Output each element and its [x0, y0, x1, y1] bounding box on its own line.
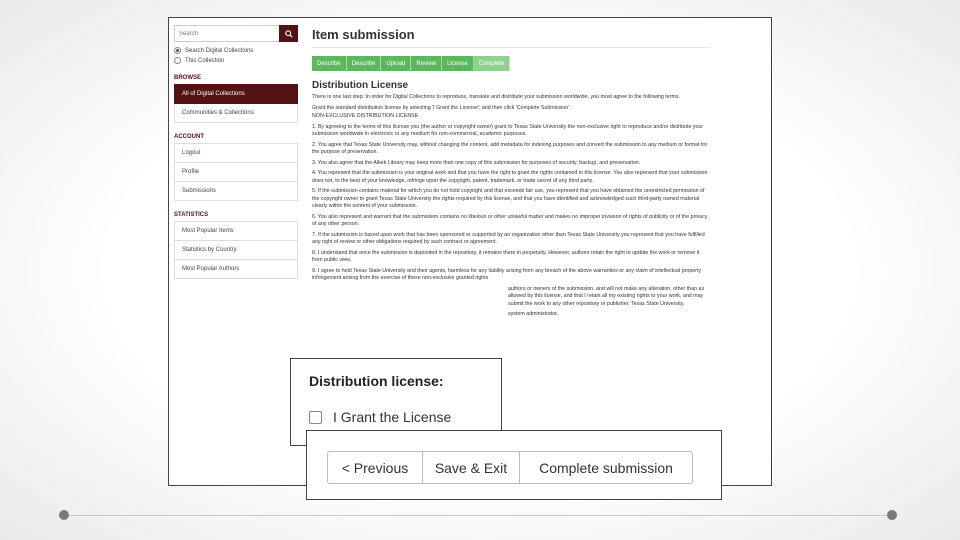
progress-steps — [312, 56, 710, 71]
license-clause-11: system administrator. — [508, 311, 559, 317]
step-review[interactable]: Review — [411, 56, 442, 71]
statistics-heading: STATISTICS — [174, 212, 209, 218]
scope-option-collection-label: This Collection — [185, 57, 225, 64]
slide-dot-left — [59, 510, 69, 520]
sidebar — [174, 25, 298, 279]
scope-option-all[interactable] — [174, 47, 298, 54]
grant-license-label: I Grant the License — [333, 409, 452, 425]
step-complete: Complete — [474, 56, 511, 71]
sidebar-item-popular-authors[interactable]: Most Popular Authors — [174, 260, 298, 279]
step-describe-2[interactable]: Describe — [347, 56, 382, 71]
license-clause-4: 4. You represent that the submission is your original work and that you have the right to grant the rights contained in this license. You also represent that your submission does not, to the best of your knowledge, infringe upon the copyright, patent, trademark, or trade secret of any third party. — [312, 170, 708, 184]
radio-selected-icon — [174, 47, 181, 54]
license-clause-1: 1. By agreeing to the terms of this license you (the author or copyright owner) grant to Texas State University the non-exclusive right to reproduce and/or distribute your submission worldwide in electronic or any medium for non-commercial, academic purposes. — [312, 123, 704, 137]
sidebar-item-all-collections[interactable]: All of Digital Collections — [174, 84, 298, 104]
license-instructions: Grant the standard distribution license by selecting 'I Grant the License'; and then click 'Complete Submission'. — [312, 104, 571, 111]
license-clause-7: 7. If the submission is based upon work that has been sponsored or supported by an organization other than Texas State University you represent that you have fulfilled any right of review or other obligations required by such contract or agreement. — [312, 231, 705, 245]
browse-heading: BROWSE — [174, 75, 201, 81]
license-subtitle: NON-EXCLUSIVE DISTRIBUTION LICENSE — [312, 113, 419, 119]
account-heading: ACCOUNT — [174, 134, 204, 140]
license-clause-5: 5. If the submission contains material for which you do not hold copyright and that exceeds fair use, you represent that you have obtained the unrestricted permission of the copyright owner to grant Texas State University the rights required by this license, and that you have identified and acknowledged such third-party owned material clearly within the content of your submission. — [312, 188, 705, 209]
page-title: Item submission — [312, 27, 710, 48]
license-clause-2: 2. You agree that Texas State University may, without changing the content, add metadata for indexing purposes and convert the submission to any medium or format for the purpose of preservation. — [312, 141, 708, 155]
scope-option-collection[interactable] — [174, 57, 298, 64]
sidebar-item-popular-items[interactable]: Most Popular Items — [174, 221, 298, 241]
sidebar-item-communities[interactable]: Communities & Collections — [174, 104, 298, 123]
step-upload[interactable]: Upload — [381, 56, 411, 71]
submission-button-group — [327, 451, 693, 484]
sidebar-item-stats-country[interactable]: Statistics by Country — [174, 241, 298, 260]
license-clause-3: 3. You also agree that the Alkek Library may keep more than one copy of this submission for purposes of security, backup, and preservation. — [312, 159, 641, 166]
search-button[interactable] — [279, 25, 298, 42]
distribution-license-label: Distribution license: — [309, 373, 444, 389]
slide-dot-right — [887, 510, 897, 520]
step-license[interactable]: License — [442, 56, 474, 71]
license-clause-6: 6. You also represent and warrant that the submission contains no libelous or other unlawful matter and makes no improper invasion of rights of publicity or of the privacy of any other person. — [312, 213, 708, 227]
license-heading: Distribution License — [312, 80, 409, 91]
main-content — [312, 25, 710, 319]
grant-license-checkbox[interactable] — [309, 411, 322, 424]
license-clause-8: 8. I understand that once the submission is deposited in the repository, it remains there in perpetuity. However, authors retain the right to update the work or remove it from public view. — [312, 249, 700, 263]
license-intro: There is one last step: In order for Digital Collections to reproduce, translate and distribute your submission worldwide, you must agree to the following terms. — [312, 94, 681, 100]
save-exit-button[interactable]: Save & Exit — [423, 451, 520, 484]
step-describe-1[interactable]: Describe — [312, 56, 347, 71]
previous-button[interactable]: < Previous — [327, 451, 423, 484]
sidebar-item-submissions[interactable]: Submissions — [174, 182, 298, 201]
zoom-callout-buttons — [306, 430, 722, 500]
radio-icon — [174, 57, 181, 64]
sidebar-item-profile[interactable]: Profile — [174, 163, 298, 182]
sidebar-item-logout[interactable]: Logout — [174, 143, 298, 163]
license-clause-9: 9. I agree to hold Texas State University and their agents, harmless for any liability arising from any breach of the above warranties or any claim of intellectual property infringement arising from the exercise of these non-exclusive granted rights — [312, 267, 702, 281]
grant-license-checkbox-row[interactable] — [309, 409, 451, 425]
scope-option-all-label: Search Digital Collections — [185, 47, 254, 54]
complete-submission-button[interactable]: Complete submission — [520, 451, 693, 484]
license-clause-10: authors or owners of the submission, and will not make any alteration, other than as allowed by this license, and that I retain all my existing rights to your work, and may submit the work to any other repository or publisher. Texas State University. — [508, 285, 705, 307]
search-bar — [174, 25, 298, 42]
search-input[interactable] — [174, 25, 279, 42]
search-icon — [285, 30, 293, 38]
slide-divider-line — [69, 515, 887, 516]
